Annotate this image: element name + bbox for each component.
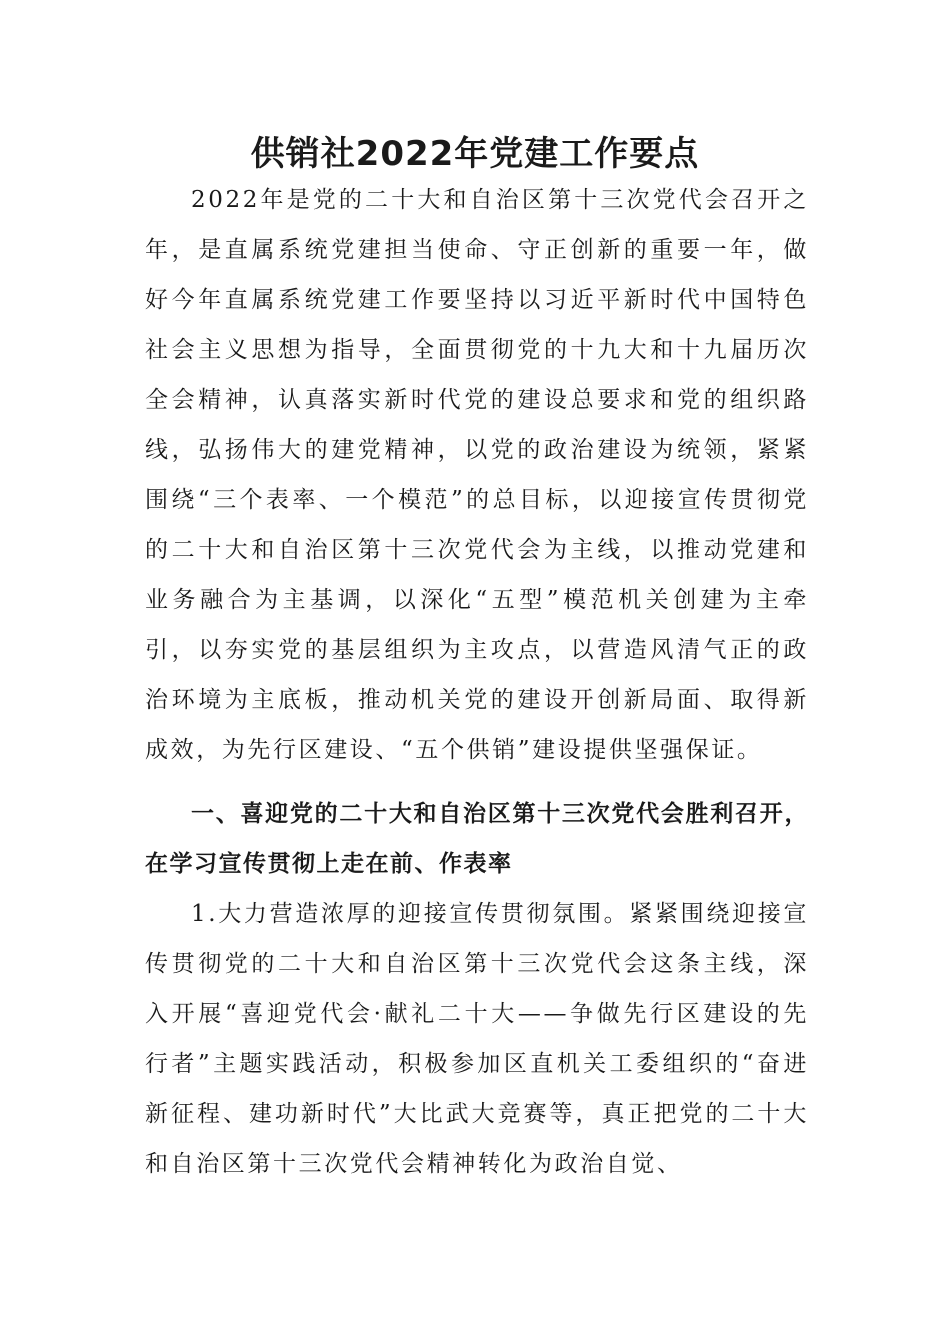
document-title: 供销社2022年党建工作要点	[250, 134, 700, 174]
intro-paragraph: 2022年是党的二十大和自治区第十三次党代会召开之年，是直属系统党建担当使命、守正创新的重要一年，做好今年直属系统党建工作要坚持以习近平新时代中国特色社会主义思想为指导，全面贯彻党的十九大和十九届历次全会精神，认真落实新时代党的建设总要求和党的组织路线，弘扬伟大的建党精神，以党的政治建设为统领，紧紧围绕“三个表率、一个模范”的总目标，以迎接宣传贯彻党的二十大和自治区第十三次党代会为主线，以推动党建和业务融合为主基调，以深化“五型”模范机关创建为主牵引，以夯实党的基层组织为主攻点，以营造风清气正的政治环境为主底板，推动机关党的建设开创新局面、取得新成效，为先行区建设、“五个供销”建设提供坚强保证。	[145, 187, 809, 763]
item-paragraph-1: 1.大力营造浓厚的迎接宣传贯彻氛围。紧紧围绕迎接宣传贯彻党的二十大和自治区第十三次党代会这条主线，深入开展“喜迎党代会·献礼二十大——争做先行区建设的先行者”主题实践活动，积极参加区直机关工委组织的“奋进新征程、建功新时代”大比武大竞赛等，真正把党的二十大和自治区第十三次党代会精神转化为政治自觉、	[145, 901, 809, 1177]
document-body	[145, 175, 809, 1189]
section-heading-1: 一、喜迎党的二十大和自治区第十三次党代会胜利召开，在学习宣传贯彻上走在前、作表率	[145, 801, 809, 877]
